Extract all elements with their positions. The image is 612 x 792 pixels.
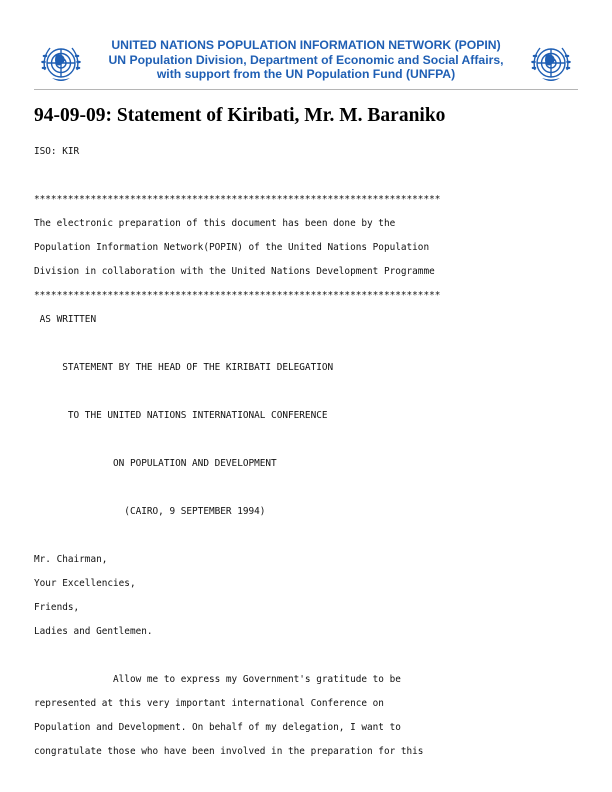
text-line: ON POPULATION AND DEVELOPMENT [34,458,277,469]
text-line: ISO: KIR [34,146,80,157]
text-line: Friends, [34,602,80,613]
text-line: Division in collaboration with the United Nations Development Programme [34,266,435,277]
text-line: Mr. Chairman, [34,554,108,565]
un-emblem-icon [38,40,84,86]
text-line: STATEMENT BY THE HEAD OF THE KIRIBATI DELEGATION [34,362,334,373]
text-line: AS WRITTEN [34,314,97,325]
text-line: (CAIRO, 9 SEPTEMBER 1994) [34,506,266,517]
text-line: The electronic preparation of this document has been done by the [34,218,396,229]
text-line: Your Excellencies, [34,578,136,589]
text-line: Allow me to express my Government's gratitude to be [34,674,401,685]
text-line: Ladies and Gentlemen. [34,626,153,637]
header-divider [34,89,578,90]
text-line: TO THE UNITED NATIONS INTERNATIONAL CONFERENCE [34,410,328,421]
text-line: Population Information Network(POPIN) of the United Nations Population [34,242,430,253]
text-line: ************************************************************************ [34,194,441,205]
text-line: congratulate those who have been involved in the preparation for this [34,746,424,757]
header-line-3: with support from the UN Population Fund (UNFPA) [156,67,456,81]
text-line: Population and Development. On behalf of my delegation, I want to [34,722,401,733]
text-line: ************************************************************************ [34,290,441,301]
header-line-1: UNITED NATIONS POPULATION INFORMATION NETWORK (POPIN) [111,38,501,52]
un-emblem-icon [528,40,574,86]
header-title [90,38,522,82]
page-title: 94-09-09: Statement of Kiribati, Mr. M. Baraniko [34,105,446,126]
page-header [0,0,612,92]
text-line: represented at this very important international Conference on [34,698,384,709]
header-line-2: UN Population Division, Department of Economic and Social Affairs, [108,52,504,67]
